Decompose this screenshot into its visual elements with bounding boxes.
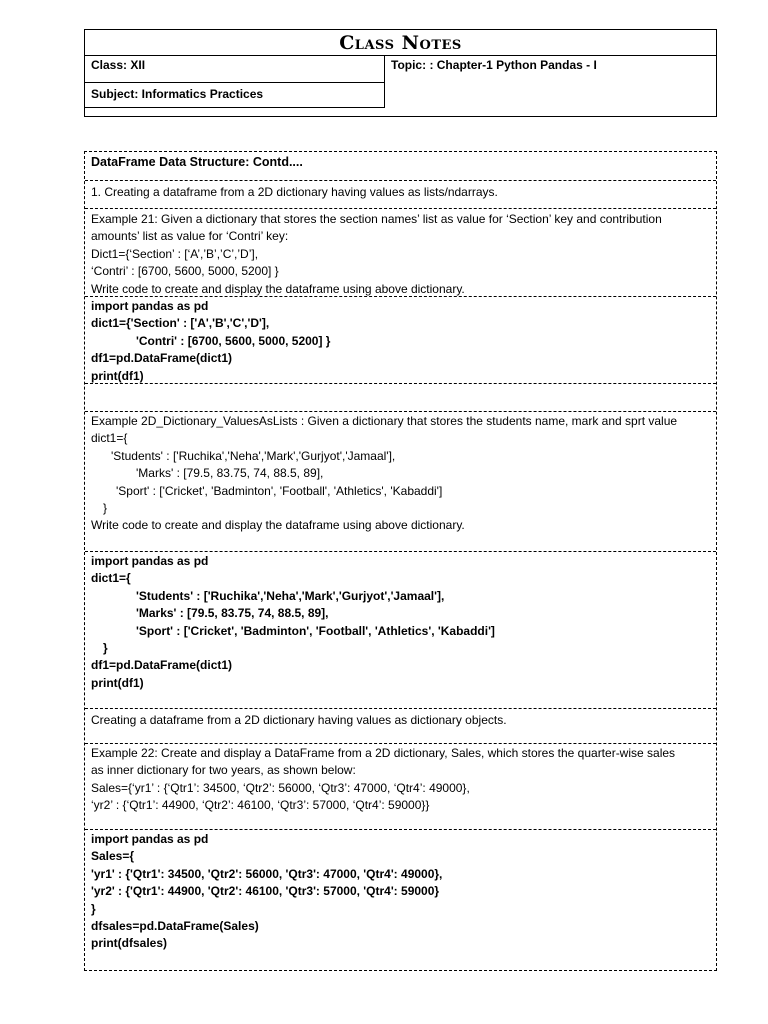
topic-1-text: 1. Creating a dataframe from a 2D dictionary having values as lists/ndarrays. [91, 185, 498, 199]
topic-2-text: Creating a dataframe from a 2D dictionary having values as dictionary objects. [91, 713, 507, 727]
code-line: 'Sport' : ['Cricket', 'Badminton', 'Football', 'Athletics', 'Kabaddi'] [136, 623, 495, 638]
example-2d-dictionary-code [85, 551, 716, 708]
code-line: 'Students' : ['Ruchika','Neha','Mark','Gurjyot','Jamaal'], [136, 588, 445, 603]
section-heading-text: DataFrame Data Structure: Contd.... [91, 155, 303, 169]
topic-2-heading [85, 708, 716, 743]
code-line: 'Marks' : [79.5, 83.75, 74, 88.5, 89], [136, 606, 329, 621]
text-line: Dict1={‘Section’ : [‘A’,’B’,’C’,’D’], [91, 246, 259, 261]
code-line: print(df1) [91, 368, 144, 383]
code-line: dict1={ [91, 571, 131, 586]
text-line: 'Marks' : [79.5, 83.75, 74, 88.5, 89], [136, 466, 324, 481]
text-line: Example 21: Given a dictionary that stores the section names’ list as value for ‘Section’ key and contribution [91, 212, 662, 226]
example-2d-dictionary-question [85, 411, 716, 551]
topic-1-heading [85, 180, 716, 208]
text-line: amounts’ list as value for ‘Contri’ key: [91, 229, 289, 244]
topic-label: Topic: : Chapter-1 Python Pandas - I [391, 58, 597, 72]
text-line: } [103, 501, 108, 516]
header-table [84, 29, 717, 117]
header-left-cells [85, 56, 385, 108]
class-label: Class: XII [85, 56, 384, 83]
code-line: dfsales=pd.DataFrame(Sales) [91, 919, 259, 934]
code-line: Sales={ [91, 849, 135, 864]
text-line: Write code to create and display the dataframe using above dictionary. [91, 281, 465, 296]
code-line: } [103, 641, 108, 656]
example-21-question [85, 208, 716, 296]
code-line: df1=pd.DataFrame(dict1) [91, 351, 233, 366]
example-22-question [85, 743, 716, 829]
code-line: dict1={'Section' : ['A','B','C','D'], [91, 316, 270, 331]
text-line: Sales={‘yr1’ : {‘Qtr1’: 34500, ‘Qtr2’: 56000, ‘Qtr3’: 47000, ‘Qtr4’: 49000}, [91, 780, 470, 795]
text-line: dict1={ [91, 431, 128, 446]
code-line: import pandas as pd [91, 832, 209, 846]
code-line: import pandas as pd [91, 554, 209, 568]
code-line: 'yr2' : {'Qtr1': 44900, 'Qtr2': 46100, 'Qtr3': 57000, 'Qtr4': 59000} [91, 884, 440, 899]
content-box [84, 151, 717, 971]
code-line: import pandas as pd [91, 299, 209, 313]
code-line: } [91, 901, 96, 916]
code-line: print(df1) [91, 675, 144, 690]
text-line: as inner dictionary for two years, as shown below: [91, 763, 356, 778]
text-line: ‘yr2’ : {‘Qtr1’: 44900, ‘Qtr2’: 46100, ‘Qtr3’: 57000, ‘Qtr4’: 59000}} [91, 798, 430, 813]
code-line: 'yr1' : {'Qtr1': 34500, 'Qtr2': 56000, 'Qtr3': 47000, 'Qtr4': 49000}, [91, 866, 443, 881]
section-heading [85, 152, 716, 180]
text-line: 'Sport' : ['Cricket', 'Badminton', 'Football', 'Athletics', 'Kabaddi'] [116, 483, 443, 498]
text-line: 'Students' : ['Ruchika','Neha','Mark','Gurjyot','Jamaal'], [111, 448, 396, 463]
example-22-code [85, 829, 716, 970]
code-line: df1=pd.DataFrame(dict1) [91, 658, 233, 673]
example-21-code [85, 296, 716, 383]
text-line: Write code to create and display the dataframe using above dictionary. [91, 518, 465, 533]
text-line: Example 2D_Dictionary_ValuesAsLists : Given a dictionary that stores the students name, mark and sprt value [91, 414, 678, 428]
text-line: ‘Contri’ : [6700, 5600, 5000, 5200] } [91, 264, 279, 279]
page-title: Class Notes [85, 30, 716, 56]
code-line: print(dfsales) [91, 936, 168, 951]
text-line: Example 22: Create and display a DataFrame from a 2D dictionary, Sales, which stores the quarter-wise sales [91, 746, 676, 760]
code-line: 'Contri' : [6700, 5600, 5000, 5200] } [136, 333, 331, 348]
subject-label: Subject: Informatics Practices [85, 83, 384, 108]
empty-row [85, 383, 716, 411]
